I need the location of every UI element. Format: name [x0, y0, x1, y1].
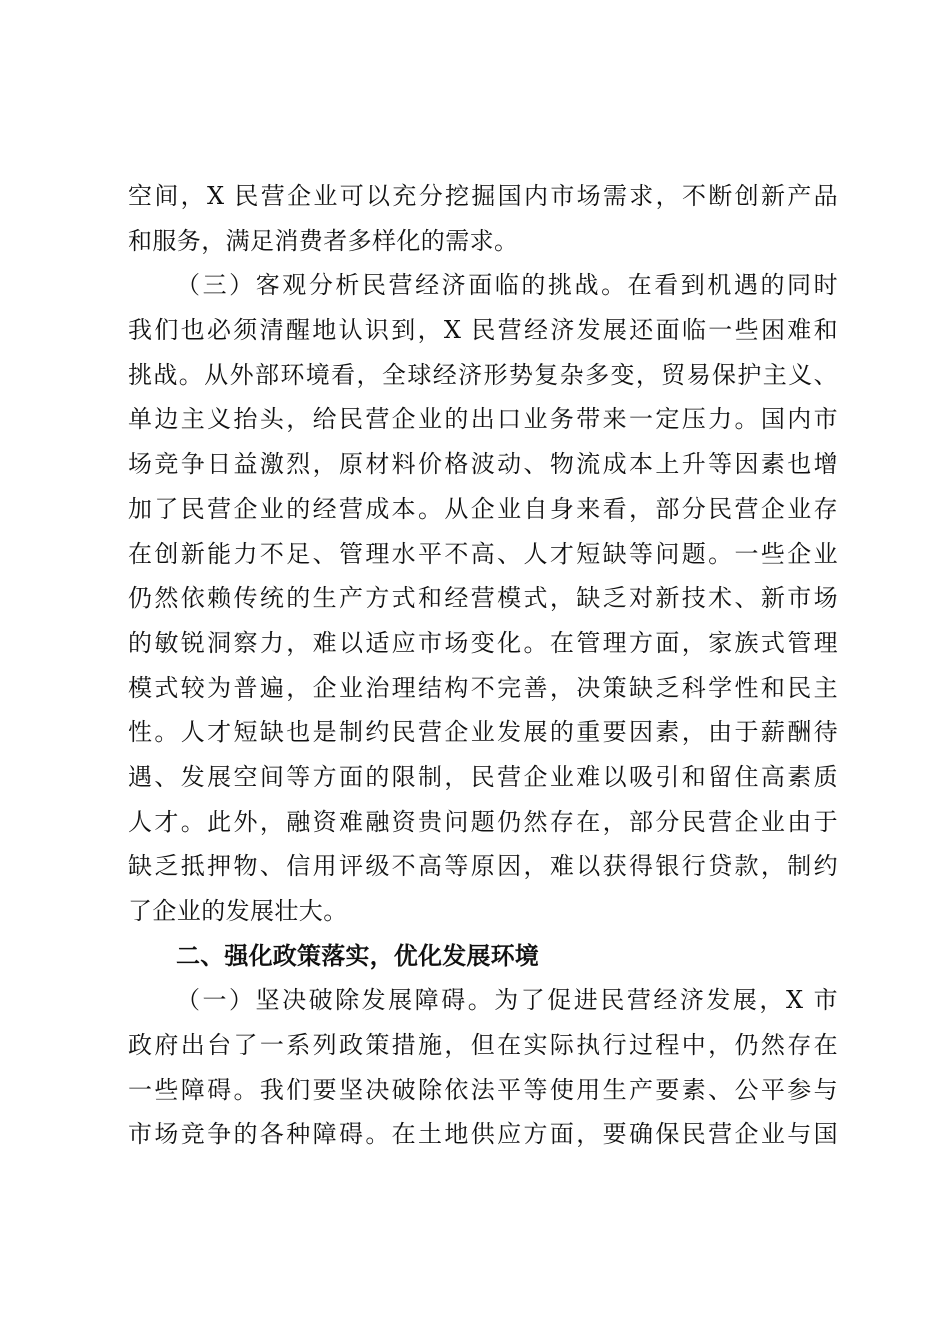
text-line: 单边主义抬头，给民营企业的出口业务带来一定压力。国内市 — [128, 405, 838, 434]
text-line: 缺乏抵押物、信用评级不高等原因，难以获得银行贷款，制约 — [128, 852, 838, 881]
text-line: 一些障碍。我们要坚决破除依法平等使用生产要素、公平参与 — [128, 1075, 838, 1104]
text-line: （三）客观分析民营经济面临的挑战。在看到机遇的同时 — [176, 271, 838, 300]
text-line: 了企业的发展壮大。 — [128, 897, 348, 925]
text-line: （一）坚决破除发展障碍。为了促进民营经济发展，X 市 — [176, 986, 838, 1015]
text-line: 遇、发展空间等方面的限制，民营企业难以吸引和留住高素质 — [128, 762, 838, 791]
text-line: 政府出台了一系列政策措施，但在实际执行过程中，仍然存在 — [128, 1031, 838, 1060]
text-line: 模式较为普遍，企业治理结构不完善，决策缺乏科学性和民主 — [128, 673, 838, 702]
text-line: 人才。此外，融资难融资贵问题仍然存在，部分民营企业由于 — [128, 807, 838, 836]
text-line: 我们也必须清醒地认识到，X 民营经济发展还面临一些困难和 — [128, 316, 838, 345]
text-line: 和服务，满足消费者多样化的需求。 — [128, 226, 519, 255]
text-line: 场竞争日益激烈，原材料价格波动、物流成本上升等因素也增 — [128, 450, 838, 479]
section-heading: 二、强化政策落实，优化发展环境 — [176, 941, 539, 970]
text-line: 挑战。从外部环境看，全球经济形势复杂多变，贸易保护主义、 — [128, 360, 838, 389]
text-line: 在创新能力不足、管理水平不高、人才短缺等问题。一些企业 — [128, 539, 838, 568]
document-body — [128, 174, 838, 1157]
text-line: 的敏锐洞察力，难以适应市场变化。在管理方面，家族式管理 — [128, 628, 838, 657]
text-line: 空间，X 民营企业可以充分挖掘国内市场需求，不断创新产品 — [128, 182, 838, 210]
text-line: 仍然依赖传统的生产方式和经营模式，缺乏对新技术、新市场 — [128, 584, 838, 613]
text-line: 市场竞争的各种障碍。在土地供应方面，要确保民营企业与国 — [128, 1120, 838, 1149]
text-line: 性。人才短缺也是制约民营企业发展的重要因素，由于薪酬待 — [128, 718, 838, 747]
text-line: 加了民营企业的经营成本。从企业自身来看，部分民营企业存 — [128, 494, 838, 523]
